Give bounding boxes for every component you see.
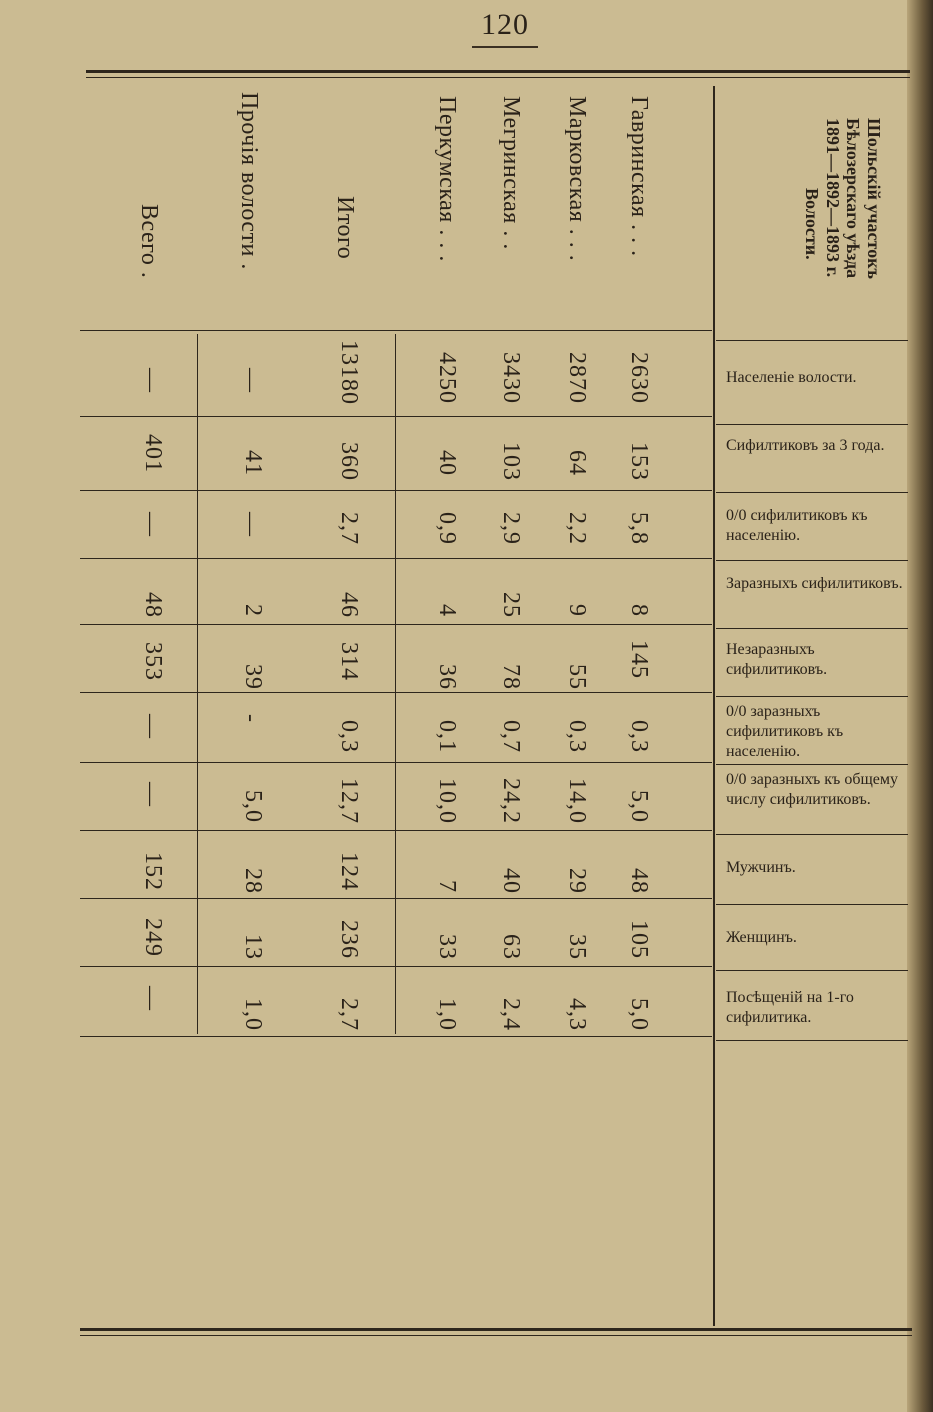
cell: 78 [498, 664, 524, 690]
cell: 55 [564, 664, 590, 690]
cell: 152 [140, 852, 166, 891]
cell: 14,0 [564, 778, 590, 824]
band-rule [716, 834, 908, 835]
data-band-rule [80, 624, 712, 625]
data-band-rule [80, 762, 712, 763]
data-band-rule [80, 490, 712, 491]
data-band-rule [80, 898, 712, 899]
cell: 0,1 [434, 720, 460, 753]
header-line-2: Бѣлозерскаго уѣзда [843, 118, 864, 279]
band-rule [716, 696, 908, 697]
cell: 2 [240, 604, 266, 617]
page-edge-shadow [907, 0, 933, 1412]
cell: 401 [140, 434, 166, 473]
cell: 4,3 [564, 998, 590, 1031]
row-name-megrinskaya: Мегринская . . [498, 96, 524, 250]
cell: 1,0 [240, 998, 266, 1031]
cell: 2,7 [336, 998, 362, 1031]
col-label-visits: Посѣщеній на 1-го сифилитика. [726, 989, 854, 1026]
cell: — [138, 368, 164, 393]
cell: 249 [140, 918, 166, 957]
cell: 35 [564, 934, 590, 960]
row-name-gavrinskaya: Гавринская . . . [626, 96, 652, 257]
col-label-women: Женщинъ. [726, 929, 797, 946]
page-number-rule [472, 46, 538, 48]
band-rule [716, 424, 908, 425]
data-band-rule [80, 966, 712, 967]
cell: 10,0 [434, 778, 460, 824]
row-name-perkumskaya: Перкумская . . . [434, 96, 460, 262]
cell: 2,2 [564, 512, 590, 545]
cell: 5,8 [626, 512, 652, 545]
cell: 8 [626, 604, 652, 617]
cell: 0,3 [564, 720, 590, 753]
row-name-markovskaya: Марковская . . . [564, 96, 590, 262]
cell: 36 [434, 664, 460, 690]
band-rule [716, 904, 908, 905]
band-rule [716, 492, 908, 493]
col-label-men: Мужчинъ. [726, 859, 796, 876]
cell: 64 [564, 450, 590, 476]
cell: 0,9 [434, 512, 460, 545]
header-line-4: Волости. [801, 188, 822, 260]
cell: 124 [336, 852, 362, 891]
band-rule [716, 1040, 908, 1041]
col-label-pct-contagious-population: 0/0 заразныхъ сифилитиковъ къ населенію. [726, 703, 844, 760]
cell: 13 [240, 934, 266, 960]
cell: 0,3 [336, 720, 362, 753]
row-name-total: Всего . [136, 204, 162, 279]
cell: 314 [336, 642, 362, 681]
cell: — [238, 512, 264, 537]
cell: 3430 [498, 352, 524, 404]
cell: 2,7 [336, 512, 362, 545]
cell: 4 [434, 604, 460, 617]
data-band-rule [80, 558, 712, 559]
cell: 7 [434, 880, 460, 893]
cell: 5,0 [626, 998, 652, 1031]
cell: — [238, 368, 264, 393]
cell: 353 [140, 642, 166, 681]
cell: 2870 [564, 352, 590, 404]
cell: 12,7 [336, 778, 362, 824]
band-rule [716, 340, 908, 341]
cell: 145 [626, 640, 652, 679]
cell: 103 [498, 442, 524, 481]
cell: — [138, 714, 164, 739]
data-band-rule [80, 692, 712, 693]
col-label-population: Населеніе волости. [726, 369, 857, 386]
cell: 2,4 [498, 998, 524, 1031]
cell: 48 [626, 868, 652, 894]
cell: 28 [240, 868, 266, 894]
total-divider [197, 334, 198, 1034]
cell: 39 [240, 664, 266, 690]
band-rule [716, 628, 908, 629]
cell: 33 [434, 934, 460, 960]
subtotal-divider [395, 334, 396, 1034]
page-number: 120 [481, 8, 529, 41]
cell: 40 [498, 868, 524, 894]
cell: 1,0 [434, 998, 460, 1031]
header-line-1: Шольскій участокъ [864, 118, 884, 279]
cell: 5,0 [240, 790, 266, 823]
row-name-itogo: Итого [332, 196, 358, 260]
table-bottom-rule [80, 1328, 912, 1336]
cell: — [138, 986, 164, 1011]
header-line-3: 1891—1892—1893 г. [822, 118, 843, 278]
cell: 2,9 [498, 512, 524, 545]
col-label-contagious: Заразныхъ сифилитиковъ. [726, 575, 903, 592]
band-rule [716, 970, 908, 971]
data-band-rule [80, 416, 712, 417]
cell: 40 [434, 450, 460, 476]
cell: 5,0 [626, 790, 652, 823]
cell: 153 [626, 442, 652, 481]
label-divider [713, 86, 715, 1326]
cell: 13180 [336, 340, 362, 405]
cell: 63 [498, 934, 524, 960]
cell: 9 [564, 604, 590, 617]
cell: — [138, 512, 164, 537]
col-label-pct-to-population: 0/0 сифилитиковъ къ населенію. [726, 507, 868, 544]
cell: 236 [336, 920, 362, 959]
cell: - [238, 714, 264, 723]
row-name-other: Прочія волости . [236, 92, 262, 270]
band-rule [716, 764, 908, 765]
col-label-syphilitics-3y: Сифилтиковъ за 3 года. [726, 437, 885, 454]
cell: 2630 [626, 352, 652, 404]
cell: 48 [140, 592, 166, 618]
cell: 24,2 [498, 778, 524, 824]
cell: 105 [626, 920, 652, 959]
data-band-rule [80, 830, 712, 831]
cell: 4250 [434, 352, 460, 404]
cell: 25 [498, 592, 524, 618]
table-top-rule [86, 70, 910, 78]
cell: 0,3 [626, 720, 652, 753]
col-label-pct-contagious-total: 0/0 заразныхъ къ общему числу сифилитиковъ. [726, 771, 898, 808]
data-band-rule [80, 1036, 712, 1037]
data-band-rule [80, 330, 712, 331]
cell: 46 [336, 592, 362, 618]
band-rule [716, 560, 908, 561]
cell: 41 [240, 450, 266, 476]
cell: 29 [564, 868, 590, 894]
table-header [801, 118, 884, 279]
cell: 360 [336, 442, 362, 481]
col-label-non-contagious: Незаразныхъ сифилитиковъ. [726, 641, 828, 678]
cell: — [138, 782, 164, 807]
cell: 0,7 [498, 720, 524, 753]
